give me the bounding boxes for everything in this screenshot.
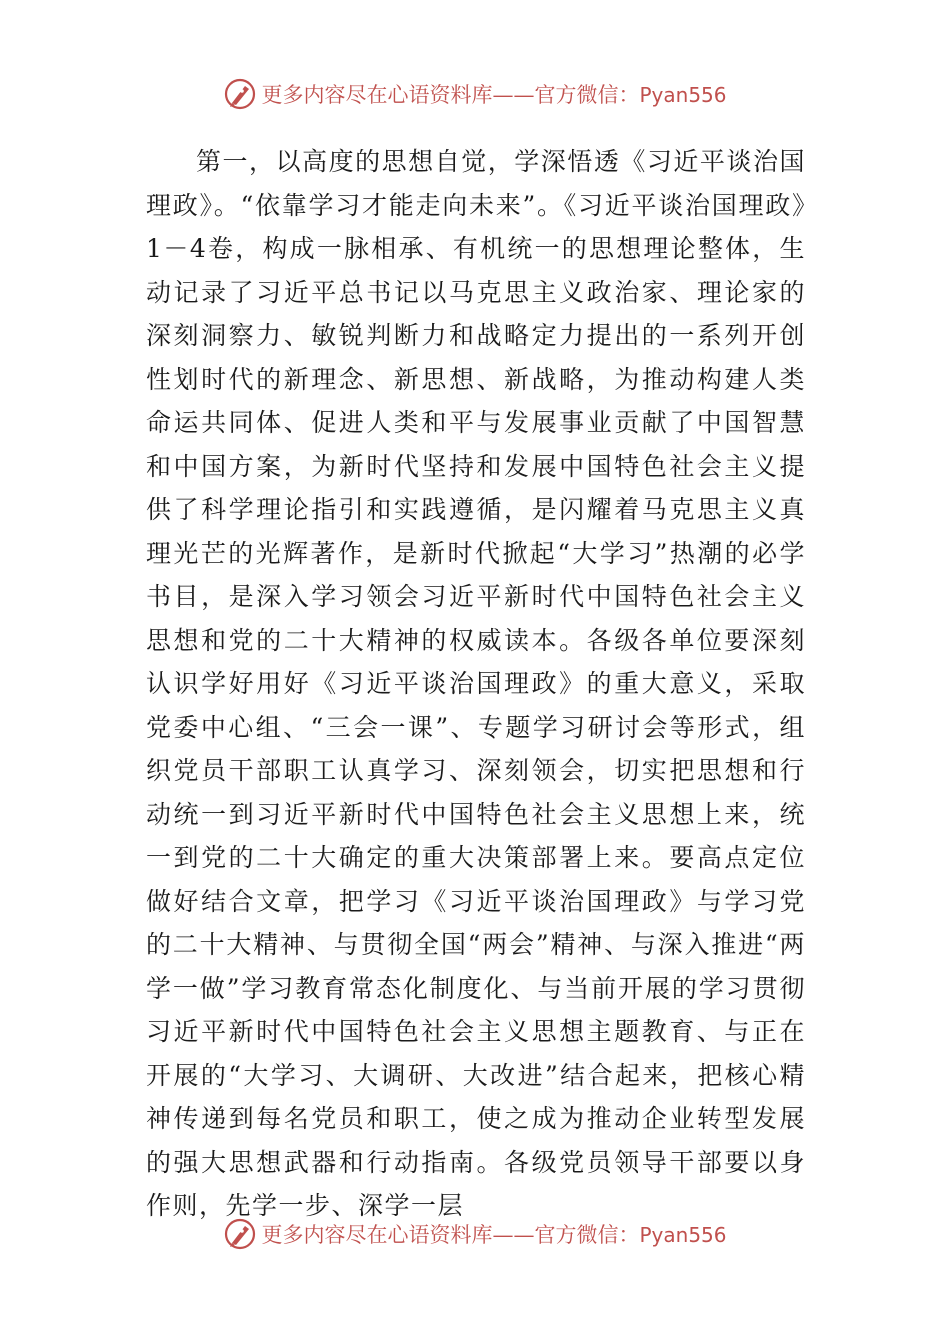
footer-watermark-banner (0, 1214, 950, 1254)
pen-nib-icon (223, 1217, 257, 1251)
watermark-wechat-label: 官方微信： (534, 1223, 640, 1247)
document-body (146, 140, 806, 1228)
watermark-text (261, 79, 726, 109)
watermark-wechat-id: Pyan556 (639, 1223, 727, 1247)
watermark-main-text: 更多内容尽在心语资料库—— (261, 1223, 535, 1247)
header-watermark-banner (0, 74, 950, 114)
watermark-main-text: 更多内容尽在心语资料库—— (261, 83, 535, 107)
body-paragraph: 第一，以高度的思想自觉，学深悟透《习近平谈治国理政》。“依靠学习才能走向未来”。《习近平谈治国理政》1－4卷，构成一脉相承、有机统一的思想理论整体，生动记录了习近平总书记以马克思主义政治家、理论家的深刻洞察力、敏锐判断力和战略定力提出的一系列开创性划时代的新理念、新思想、新战略，为推动构建人类命运共同体、促进人类和平与发展事业贡献了中国智慧和中国方案，为新时代坚持和发展中国特色社会主义提供了科学理论指引和实践遵循，是闪耀着马克思主义真理光芒的光辉著作，是新时代掀起“大学习”热潮的必学书目，是深入学习领会习近平新时代中国特色社会主义思想和党的二十大精神的权威读本。各级各单位要深刻认识学好用好《习近平谈治国理政》的重大意义，采取党委中心组、“三会一课”、专题学习研讨会等形式，组织党员干部职工认真学习、深刻领会，切实把思想和行动统一到习近平新时代中国特色社会主义思想上来，统一到党的二十大确定的重大决策部署上来。要高点定位做好结合文章，把学习《习近平谈治国理政》与学习党的二十大精神、与贯彻全国“两会”精神、与深入推进“两学一做”学习教育常态化制度化、与当前开展的学习贯彻习近平新时代中国特色社会主义思想主题教育、与正在开展的“大学习、大调研、大改进”结合起来，把核心精神传递到每名党员和职工，使之成为推动企业转型发展的强大思想武器和行动指南。各级党员领导干部要以身作则，先学一步、深学一层 (146, 147, 806, 1220)
watermark-wechat-label: 官方微信： (534, 83, 640, 107)
watermark-text (261, 1219, 726, 1249)
watermark-wechat-id: Pyan556 (639, 83, 727, 107)
pen-nib-icon (223, 77, 257, 111)
